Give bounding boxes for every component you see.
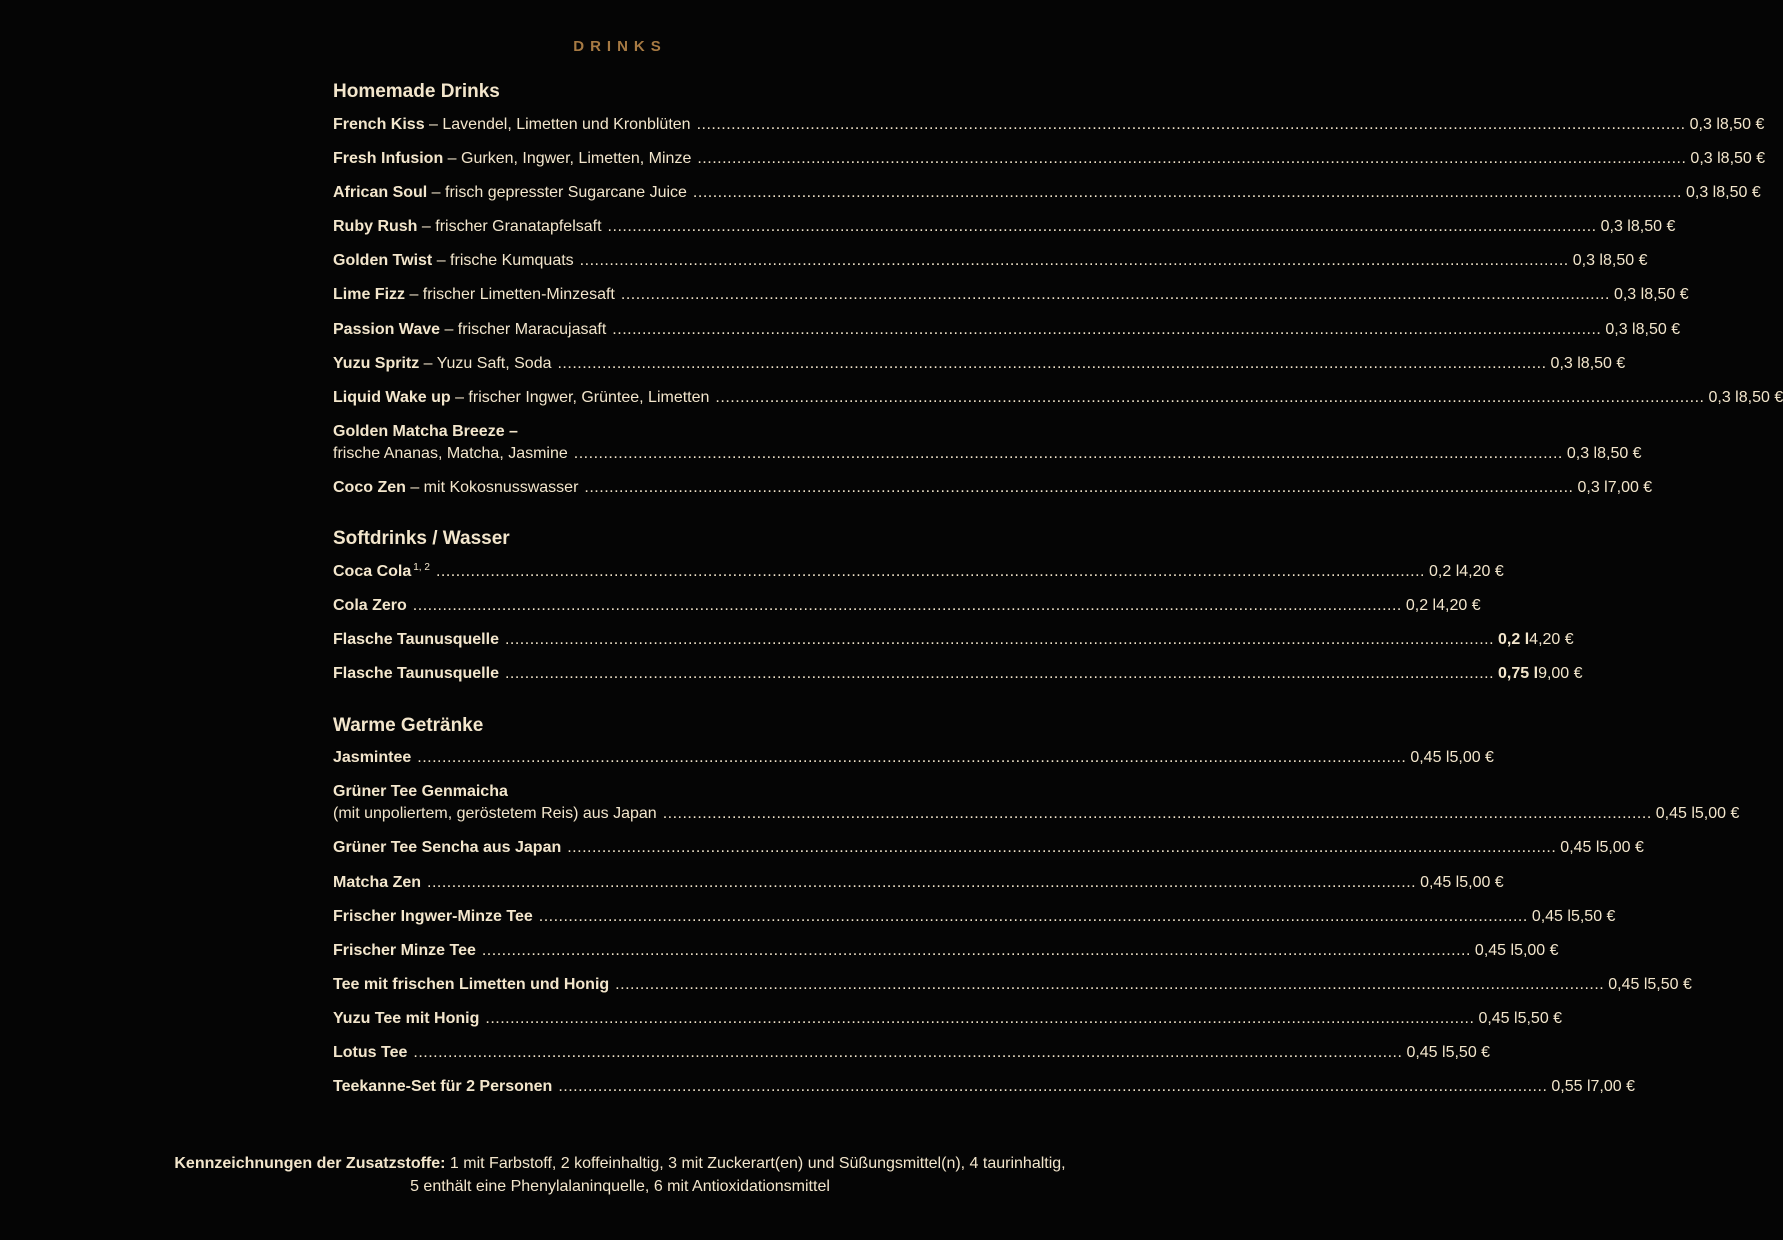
menu-item — [333, 629, 1574, 652]
section-title: Softdrinks / Wasser — [333, 527, 510, 549]
menu-item-row — [333, 837, 1644, 860]
dot-leader: ........................................................................................................................................................................................................ — [697, 150, 1687, 168]
item-size: 0,45 l — [1608, 975, 1648, 993]
menu-item-row — [333, 1042, 1491, 1065]
dot-leader: ........................................................................................................................................................................................................ — [567, 839, 1557, 857]
item-price: 5,50 € — [1647, 975, 1692, 993]
item-gap — [333, 860, 867, 872]
item-name: Flasche Taunusquelle — [333, 665, 499, 683]
item-name: Passion Wave — [333, 320, 441, 338]
item-description: – frischer Granatapfelsaft — [417, 218, 602, 236]
item-name: French Kiss — [333, 116, 425, 133]
item-gap — [333, 171, 867, 183]
dot-leader: ........................................................................................................................................................................................................ — [413, 1043, 1403, 1061]
item-size: 0,3 l — [1689, 116, 1720, 133]
menu-item — [333, 387, 1783, 410]
menu-section — [333, 713, 1740, 1099]
item-name: Teekanne-Set für 2 Personen — [333, 1078, 553, 1096]
item-gap — [333, 1064, 867, 1076]
item-gap — [333, 618, 867, 630]
item-size: 0,3 l — [1685, 184, 1717, 202]
menu-item-row — [333, 906, 1616, 929]
menu-item — [333, 663, 1583, 686]
dot-leader: ........................................................................................................................................................................................................ — [584, 479, 1574, 497]
menu-item-row — [333, 284, 1689, 307]
item-price: 5,00 € — [1694, 805, 1740, 823]
item-name: Grüner Tee Sencha aus Japan — [333, 839, 562, 857]
item-description: – Gurken, Ingwer, Limetten, Minze — [443, 150, 692, 168]
item-label — [333, 1042, 407, 1065]
menu-item — [333, 477, 1653, 500]
item-size: 0,45 l — [1406, 1043, 1446, 1061]
item-label — [333, 387, 709, 410]
menu-item-row — [333, 477, 1653, 500]
menu-item — [333, 561, 1504, 584]
menu-section — [333, 79, 1783, 500]
menu-item — [333, 940, 1559, 963]
menu-item-row — [333, 148, 1766, 171]
item-label — [333, 663, 499, 686]
menu-section — [333, 526, 1583, 686]
item-price: 7,00 € — [1607, 479, 1653, 497]
dot-leader: ........................................................................................................................................................................................................ — [538, 907, 1528, 925]
item-name: Lime Fizz — [333, 286, 406, 304]
item-size: 0,2 l — [1498, 631, 1530, 649]
item-name: Coco Zen — [333, 479, 406, 497]
dot-leader: ........................................................................................................................................................................................................ — [573, 445, 1563, 463]
item-name: Frischer Ingwer-Minze Tee — [333, 907, 533, 925]
item-price: 8,50 € — [1602, 252, 1648, 270]
item-name: African Soul — [333, 184, 428, 202]
dot-leader: ........................................................................................................................................................................................................ — [696, 116, 1686, 133]
menu-item-row — [333, 803, 1740, 826]
item-price: 8,50 € — [1597, 445, 1642, 463]
menu-item-row — [333, 940, 1559, 963]
dot-leader: ........................................................................................................................................................................................................ — [485, 1009, 1475, 1027]
footnote-line-1: 1 mit Farbstoff, 2 koffeinhaltig, 3 mit Zuckerart(en) und Süßungsmittel(n), 4 taurinhaltig, — [445, 1155, 1066, 1172]
item-label — [333, 1008, 479, 1031]
item-description: – mit Kokosnusswasser — [405, 479, 579, 497]
item-label — [333, 284, 615, 307]
item-size: 0,45 l — [1531, 907, 1571, 925]
menu-item — [333, 781, 1740, 826]
menu-item — [333, 906, 1616, 929]
menu-item-row — [333, 872, 1504, 895]
item-gap — [333, 769, 867, 781]
item-label — [333, 561, 430, 584]
menu-item-row — [333, 182, 1761, 205]
item-price: 9,00 € — [1538, 665, 1583, 683]
item-label — [333, 182, 687, 205]
dot-leader: ........................................................................................................................................................................................................ — [558, 1078, 1548, 1096]
item-name: Frischer Minze Tee — [333, 941, 476, 959]
dot-leader: ........................................................................................................................................................................................................ — [435, 562, 1425, 580]
item-label — [333, 1076, 552, 1099]
item-name: Flasche Taunusquelle — [333, 631, 499, 649]
item-price: 7,00 € — [1590, 1078, 1636, 1096]
menu-item-row — [333, 747, 1494, 770]
dot-leader: ........................................................................................................................................................................................................ — [612, 320, 1602, 338]
item-size: 0,45 l — [1410, 748, 1450, 766]
item-price: 5,50 € — [1517, 1009, 1563, 1027]
menu-item — [333, 1076, 1636, 1099]
item-label — [333, 216, 602, 239]
menu-item — [333, 216, 1676, 239]
menu-item — [333, 421, 1642, 466]
item-label — [333, 477, 578, 500]
dot-leader: ........................................................................................................................................................................................................ — [504, 665, 1495, 683]
item-gap — [333, 137, 867, 149]
item-label — [333, 114, 691, 137]
item-name: Liquid Wake up — [333, 388, 451, 406]
item-size: 0,3 l — [1572, 252, 1603, 270]
item-size: 0,45 l — [1420, 873, 1460, 891]
item-gap — [333, 307, 867, 319]
menu-item — [333, 837, 1644, 860]
dot-leader: ........................................................................................................................................................................................................ — [615, 975, 1605, 993]
dot-leader: ........................................................................................................................................................................................................ — [715, 388, 1705, 406]
footnote-line-2: 5 enthält eine Phenylalaninquelle, 6 mit Antioxidationsmittel — [410, 1178, 830, 1195]
item-price: 8,50 € — [1720, 150, 1766, 168]
item-name: Tee mit frischen Limetten und Honig — [333, 975, 610, 993]
item-size: 0,75 l — [1498, 665, 1539, 683]
menu-item — [333, 1008, 1563, 1031]
item-size: 0,45 l — [1655, 805, 1695, 823]
item-size: 0,45 l — [1478, 1009, 1518, 1027]
menu-item-row — [333, 443, 1642, 466]
item-gap — [333, 928, 867, 940]
item-description: – frisch gepresster Sugarcane Juice — [427, 184, 687, 202]
menu-item — [333, 284, 1689, 307]
menu-item-row — [333, 595, 1481, 618]
item-gap — [333, 652, 867, 664]
additives-footnote — [0, 1152, 1240, 1198]
item-price: 4,20 € — [1529, 631, 1574, 649]
dot-leader: ........................................................................................................................................................................................................ — [692, 184, 1682, 202]
item-gap — [333, 205, 867, 217]
item-name: Grüner Tee Genmaicha — [333, 782, 508, 800]
menu-item — [333, 595, 1481, 618]
item-price: 5,00 € — [1514, 941, 1559, 959]
menu-item-row — [333, 353, 1626, 376]
item-price: 8,50 € — [1580, 354, 1626, 372]
dot-leader: ........................................................................................................................................................................................................ — [412, 597, 1402, 615]
item-name: Jasmintee — [333, 748, 412, 766]
item-gap — [333, 583, 867, 595]
item-price: 8,50 € — [1630, 218, 1676, 236]
item-size: 0,3 l — [1600, 218, 1631, 236]
item-gap — [333, 375, 867, 387]
item-price: 8,50 € — [1644, 286, 1689, 304]
item-gap — [333, 996, 867, 1008]
item-price: 8,50 € — [1719, 116, 1765, 133]
item-name: Yuzu Tee mit Honig — [333, 1009, 480, 1027]
item-name: Lotus Tee — [333, 1043, 408, 1061]
item-name: Ruby Rush — [333, 218, 418, 236]
item-label — [333, 595, 407, 618]
item-name: Fresh Infusion — [333, 150, 444, 168]
item-name: Yuzu Spritz — [333, 354, 420, 372]
item-name: Golden Twist — [333, 252, 433, 270]
item-size: 0,3 l — [1566, 445, 1598, 463]
menu-item-name-line — [333, 421, 867, 444]
item-size: 0,45 l — [1560, 839, 1600, 857]
item-gap — [333, 341, 867, 353]
footnote-label: Kennzeichnungen der Zusatzstoffe: — [174, 1155, 446, 1172]
item-gap — [333, 962, 867, 974]
item-label — [333, 443, 568, 466]
menu-item — [333, 114, 1765, 137]
menu-item — [333, 747, 1494, 770]
item-label — [333, 747, 411, 770]
item-size: 0,3 l — [1690, 150, 1721, 168]
item-label — [333, 803, 657, 826]
menu-item-row — [333, 629, 1574, 652]
item-description: (mit unpoliertem, geröstetem Reis) aus Japan — [333, 805, 657, 823]
menu-item-row — [333, 561, 1504, 584]
menu-item-name-line — [333, 781, 867, 804]
item-size: 0,3 l — [1550, 354, 1581, 372]
item-gap — [333, 273, 867, 285]
dot-leader: ........................................................................................................................................................................................................ — [481, 941, 1471, 959]
item-size: 0,3 l — [1605, 320, 1636, 338]
item-label — [333, 250, 574, 273]
item-name: Cola Zero — [333, 597, 407, 615]
page-title: DRINKS — [573, 38, 667, 55]
dot-leader: ........................................................................................................................................................................................................ — [427, 873, 1417, 891]
item-size: 0,3 l — [1577, 479, 1608, 497]
item-size: 0,3 l — [1708, 388, 1739, 406]
item-size: 0,55 l — [1551, 1078, 1591, 1096]
menu-item — [333, 319, 1681, 342]
item-label — [333, 906, 533, 929]
dot-leader: ........................................................................................................................................................................................................ — [662, 805, 1652, 823]
menu-item — [333, 182, 1761, 205]
menu-item — [333, 250, 1648, 273]
item-description: frische Ananas, Matcha, Jasmine — [333, 445, 568, 463]
dot-leader: ........................................................................................................................................................................................................ — [579, 252, 1569, 270]
drinks-menu — [333, 79, 1783, 1099]
additive-marker: 1, 2 — [413, 561, 430, 573]
item-gap — [333, 466, 867, 478]
menu-item — [333, 1042, 1491, 1065]
item-label — [333, 319, 606, 342]
menu-item — [333, 872, 1504, 895]
item-description: – frischer Maracujasaft — [440, 320, 607, 338]
menu-item-row — [333, 663, 1583, 686]
item-size: 0,45 l — [1474, 941, 1515, 959]
item-description: – Lavendel, Limetten und Kronblüten — [424, 116, 691, 133]
item-name: Golden Matcha Breeze – — [333, 422, 518, 440]
item-name: Coca Cola — [333, 562, 412, 580]
dot-leader: ........................................................................................................................................................................................................ — [557, 354, 1547, 372]
menu-item-row — [333, 1008, 1563, 1031]
item-label — [333, 940, 476, 963]
item-gap — [333, 1030, 867, 1042]
dot-leader: ........................................................................................................................................................................................................ — [620, 286, 1610, 304]
item-label — [333, 837, 561, 860]
menu-item-row — [333, 216, 1676, 239]
section-title: Warme Getränke — [333, 714, 484, 736]
dot-leader: ........................................................................................................................................................................................................ — [504, 631, 1495, 649]
item-price: 5,00 € — [1599, 839, 1644, 857]
item-price: 4,20 € — [1436, 597, 1481, 615]
item-label — [333, 629, 499, 652]
item-description: – frischer Limetten-Minzesaft — [405, 286, 615, 304]
item-price: 4,20 € — [1459, 562, 1504, 580]
item-gap — [333, 409, 867, 421]
item-description: – frischer Ingwer, Grüntee, Limetten — [450, 388, 710, 406]
menu-item-row — [333, 319, 1681, 342]
item-label — [333, 872, 421, 895]
menu-item-row — [333, 114, 1765, 137]
item-price: 5,50 € — [1445, 1043, 1491, 1061]
menu-item — [333, 353, 1626, 376]
item-price: 8,50 € — [1635, 320, 1681, 338]
item-size: 0,2 l — [1405, 597, 1437, 615]
item-label — [333, 353, 551, 376]
item-price: 8,50 € — [1738, 388, 1783, 406]
item-price: 8,50 € — [1716, 184, 1761, 202]
menu-item — [333, 148, 1766, 171]
menu-item-row — [333, 387, 1783, 410]
item-size: 0,3 l — [1613, 286, 1645, 304]
dot-leader: ........................................................................................................................................................................................................ — [417, 748, 1407, 766]
item-label — [333, 148, 691, 171]
item-description: – Yuzu Saft, Soda — [419, 354, 552, 372]
menu-item-row — [333, 974, 1692, 997]
section-title: Homemade Drinks — [333, 81, 500, 102]
item-price: 5,50 € — [1570, 907, 1616, 925]
menu-item — [333, 974, 1692, 997]
item-description: – frische Kumquats — [432, 252, 574, 270]
item-price: 5,00 € — [1459, 873, 1504, 891]
item-size: 0,2 l — [1429, 562, 1460, 580]
item-gap — [333, 894, 867, 906]
item-gap — [333, 826, 867, 838]
item-price: 5,00 € — [1449, 748, 1494, 766]
menu-item-row — [333, 1076, 1636, 1099]
dot-leader: ........................................................................................................................................................................................................ — [607, 218, 1597, 236]
item-gap — [333, 239, 867, 251]
item-label — [333, 974, 609, 997]
item-name: Matcha Zen — [333, 873, 422, 891]
menu-item-row — [333, 250, 1648, 273]
